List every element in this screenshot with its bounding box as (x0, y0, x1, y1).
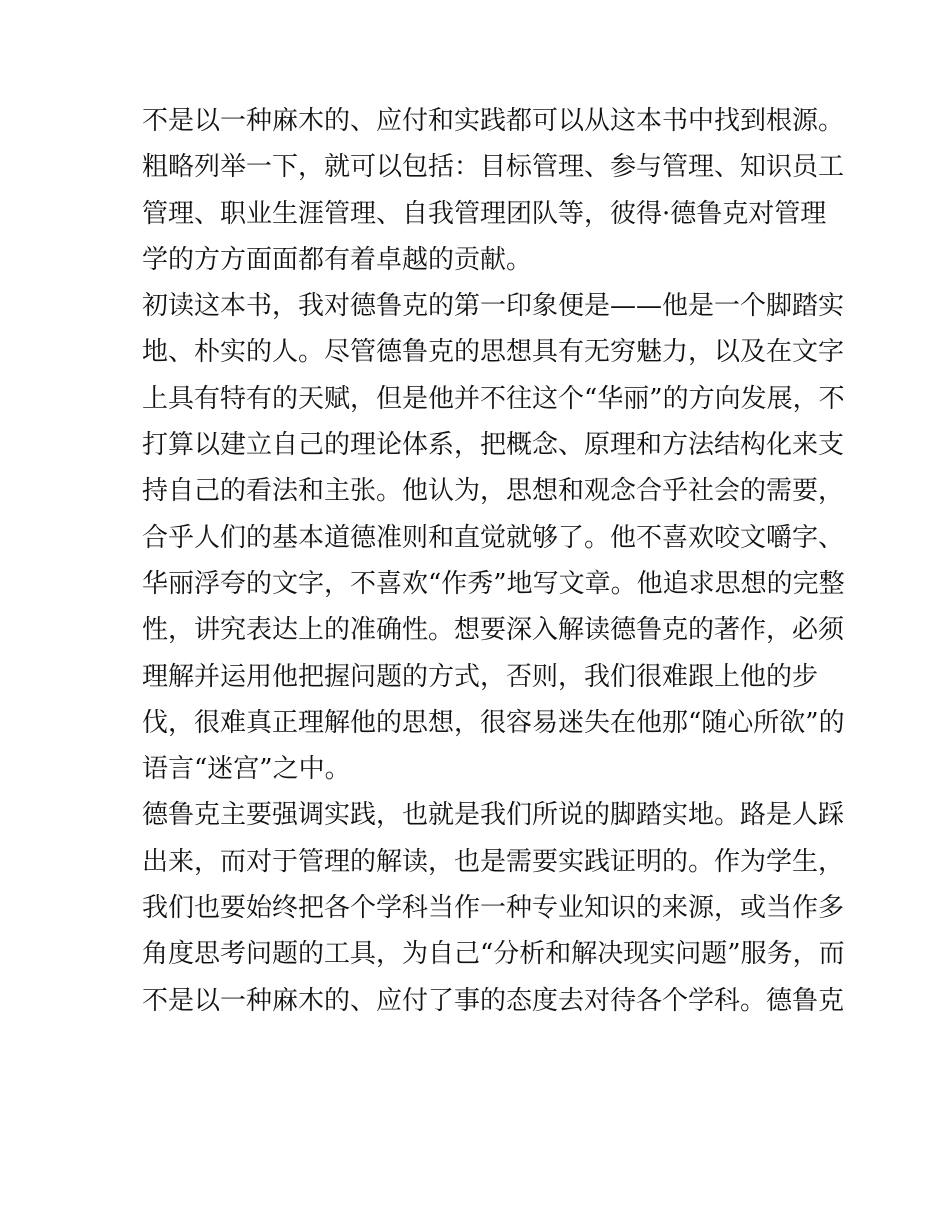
text-line: 持自己的看法和主张。他认为，思想和观念合乎社会的需要， (142, 476, 845, 507)
text-line: 上具有特有的天赋，但是他并不往这个“华丽”的方向发展，不 (142, 383, 845, 414)
text-line: 不是以一种麻木的、应付了事的态度去对待各个学科。德鲁克 (142, 985, 845, 1016)
text-line: 初读这本书，我对德鲁克的第一印象便是——他是一个脚踏实 (142, 291, 845, 322)
text-line: 理解并运用他把握问题的方式，否则，我们很难跟上他的步 (142, 661, 819, 692)
text-line: 德鲁克主要强调实践，也就是我们所说的脚踏实地。路是人踩 (142, 800, 845, 831)
body-text (142, 98, 845, 1024)
text-line: 语言“迷宫”之中。 (142, 754, 351, 785)
text-line: 华丽浮夸的文字，不喜欢“作秀”地写文章。他追求思想的完整 (142, 568, 845, 599)
text-line: 性，讲究表达上的准确性。想要深入解读德鲁克的著作，必须 (142, 615, 845, 646)
text-line: 合乎人们的基本道德准则和直觉就够了。他不喜欢咬文嚼字、 (142, 522, 845, 553)
text-line: 角度思考问题的工具，为自己“分析和解决现实问题”服务，而 (142, 939, 845, 970)
text-line: 我们也要始终把各个学科当作一种专业知识的来源，或当作多 (142, 893, 845, 924)
text-line: 打算以建立自己的理论体系，把概念、原理和方法结构化来支 (142, 430, 845, 461)
text-line: 伐，很难真正理解他的思想，很容易迷失在他那“随心所欲”的 (142, 707, 845, 738)
text-line: 不是以一种麻木的、应付和实践都可以从这本书中找到根源。 (142, 106, 845, 136)
text-line: 学的方方面面都有着卓越的贡献。 (142, 244, 533, 275)
text-line: 管理、职业生涯管理、自我管理团队等，彼得·德鲁克对管理 (142, 198, 827, 229)
text-line: 出来，而对于管理的解读，也是需要实践证明的。作为学生， (142, 846, 845, 877)
text-line: 粗略列举一下，就可以包括：目标管理、参与管理、知识员工 (142, 152, 845, 183)
text-line: 地、朴实的人。尽管德鲁克的思想具有无穷魅力，以及在文字 (142, 337, 845, 368)
